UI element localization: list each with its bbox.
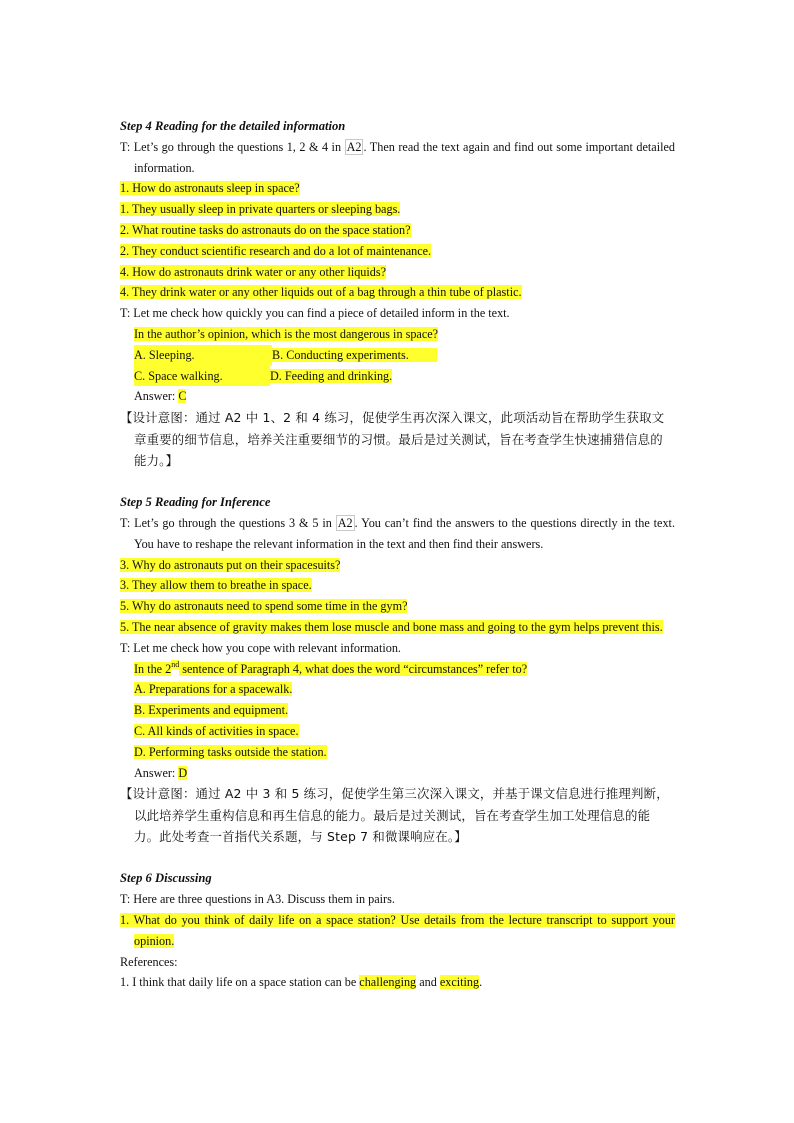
step4-option-c: C. Space walking. [134,366,270,387]
step5-option-d: D. Performing tasks outside the station. [134,744,327,759]
step4-answer-label: Answer: [134,389,179,404]
step5-option-c: C. All kinds of activities in space. [134,723,299,738]
step4-option-b: B. Conducting experiments. [272,348,437,362]
step4-q4: 4. How do astronauts drink water or any other liquids? [120,264,387,279]
step4-options-row2 [120,366,675,387]
step5-question-superscript: nd [171,660,180,670]
step5-answer-value: D [178,765,188,780]
step6-question-1: 1. What do you think of daily life on a space station? Use details from the lecture transcript to support your opinion. [120,912,675,948]
step6-keyword-challenging: challenging [359,975,417,990]
step5-answer-label: Answer: [134,765,179,780]
step5-intro-text-2: . You can’t find the answers to the questions directly in the text. You have to reshape the relevant information in the text and then find their answers. [134,515,675,551]
step4-answer-value: C [178,389,187,404]
step6-reference-1 [120,972,675,993]
step5-q5: 5. Why do astronauts need to spend some time in the gym? [120,599,408,614]
step5-a3: 3. They allow them to breathe in space. [120,578,312,593]
step5-a5: 5. The near absence of gravity makes them lose muscle and bone mass and going to the gym helps prevent this. [120,619,663,634]
step5-design-note: 【设计意图：通过 A2 中 3 和 5 练习，促使学生第三次深入课文，并基于课文信息进行推理判断，以此培养学生重构信息和再生信息的能力。最后是过关测试，旨在考查学生加工处理信息的能力。此处考查一首指代关系题，与 Step 7 和微课响应在。】 [120,786,669,845]
step4-a2: 2. They conduct scientific research and do a lot of maintenance. [120,243,432,258]
step5-intro [120,513,675,555]
step5-q3: 3. Why do astronauts put on their spacesuits? [120,557,341,572]
step6-references-label: References: [120,954,178,969]
step5-quiz-question [120,659,675,680]
step5-check: T: Let me check how you cope with relevant information. [120,640,401,655]
step4-a2-reference: A2 [346,139,362,154]
step6-reference-period: . [479,975,483,990]
step5-question-text-2: sentence of Paragraph 4, what does the word “circumstances” refer to? [179,661,528,676]
step6-reference-and: and [416,975,440,990]
step4-heading: Step 4 Reading for the detailed information [120,119,346,133]
step6-intro: T: Here are three questions in A3. Discuss them in pairs. [120,892,395,907]
step4-answer [120,386,675,407]
document-content [120,116,675,993]
step6-heading: Step 6 Discussing [120,871,212,886]
step5-option-a: A. Preparations for a spacewalk. [134,682,293,697]
step4-design-note: 【设计意图：通过 A2 中 1、2 和 4 练习，促使学生再次深入课文，此项活动旨在帮助学生获取文章重要的细节信息，培养关注重要细节的习惯。最后是过关测试，旨在考查学生快速捕猎信息的能力。】 [120,410,665,468]
step4-check: T: Let me check how quickly you can find a piece of detailed inform in the text. [120,306,510,321]
step4-intro-text: T: Let’s go through the questions 1, 2 & 4 in [120,139,345,154]
step6-keyword-exciting: exciting [439,975,480,990]
step4-option-a: A. Sleeping. [134,345,272,366]
step4-intro [120,137,675,179]
step5-option-b: B. Experiments and equipment. [134,703,289,718]
step4-q2: 2. What routine tasks do astronauts do on the space station? [120,222,411,237]
step4-q1: 1. How do astronauts sleep in space? [120,181,300,196]
step4-a4: 4. They drink water or any other liquids out of a bag through a thin tube of plastic. [120,285,522,300]
step4-quiz-question: In the author’s opinion, which is the most dangerous in space? [134,326,439,341]
step4-options-row1 [120,345,675,366]
step5-a2-reference: A2 [337,515,353,530]
step4-a1: 1. They usually sleep in private quarters or sleeping bags. [120,202,401,217]
step5-heading: Step 5 Reading for Inference [120,495,271,510]
step5-intro-text: T: Let’s go through the questions 3 & 5 in [120,515,336,530]
step5-question-text: In the 2 [134,661,172,676]
step4-intro-text-2: . Then read the text again and find out some important detailed information. [134,139,675,175]
step5-answer [120,763,675,784]
step4-option-d: D. Feeding and drinking. [270,368,393,383]
step6-reference-text: 1. I think that daily life on a space station can be [120,975,360,990]
